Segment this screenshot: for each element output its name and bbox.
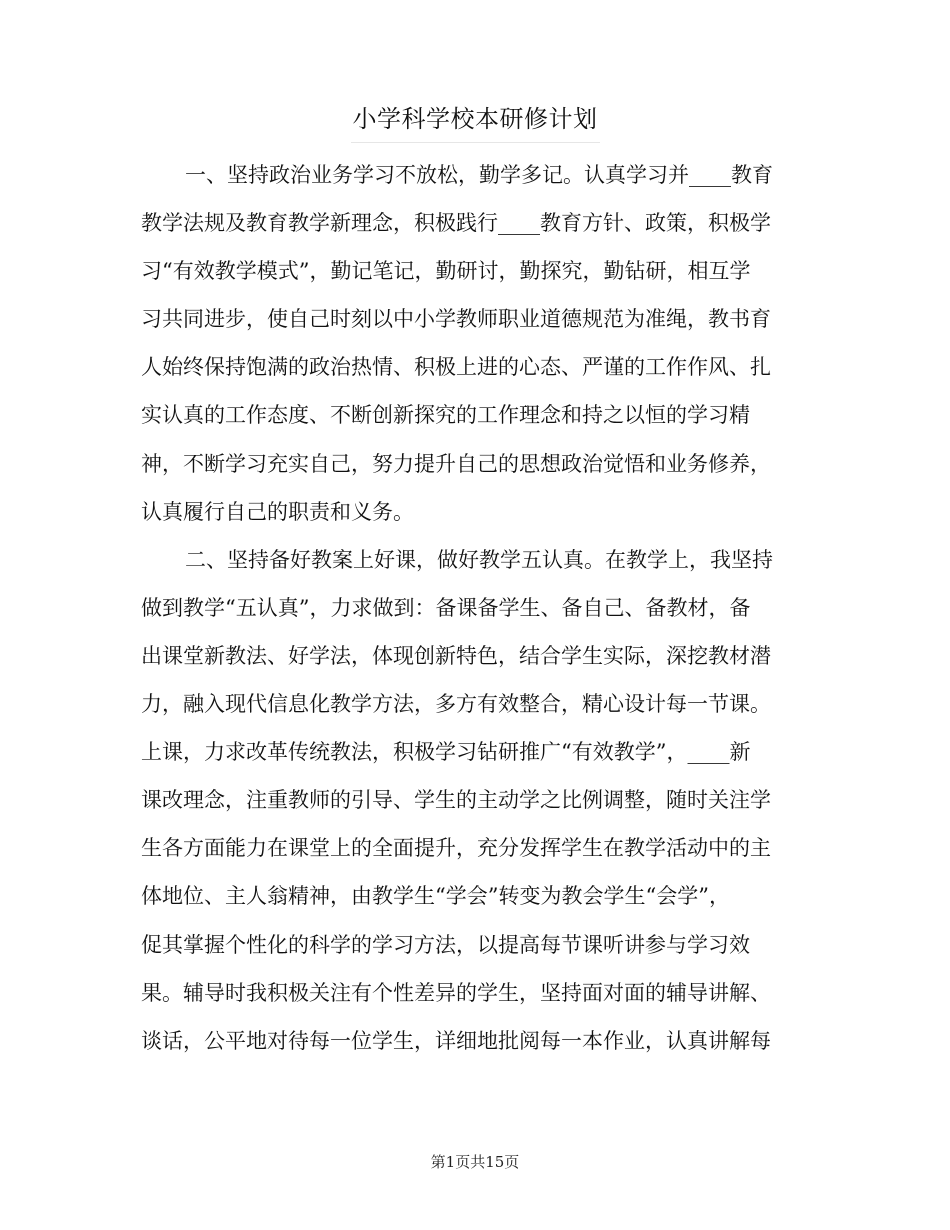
body-text: [141, 151, 807, 1065]
paragraph-2-line-8: 体地位、主人翁精神，由教学生“学会”转变为教会学生“会学”，: [141, 884, 730, 909]
page-footer: [0, 1150, 950, 1174]
paragraph-1-line-4: 习共同进步，使自己时刻以中小学教师职业道德规范为准绳，教书育: [141, 307, 771, 332]
paragraph-1-line-3: 习“有效教学模式”，勤记笔记，勤研讨，勤探究，勤钻研，相互学: [141, 259, 751, 284]
paragraph-2-line-9: 促其掌握个性化的科学的学习方法，以提高每节课听讲参与学习效: [141, 932, 750, 957]
paragraph-1-line-7: 神，不断学习充实自己，努力提升自己的思想政治觉悟和业务修养，: [141, 451, 771, 476]
paragraph-2-line-6: 课改理念，注重教师的引导、学生的主动学之比例调整，随时关注学: [141, 788, 771, 813]
page-title: 小学科学校本研修计划: [351, 96, 600, 143]
paragraph-2-line-4: 力，融入现代信息化教学方法，多方有效整合，精心设计每一节课。: [141, 692, 771, 717]
paragraph-1-line-8: 认真履行自己的职责和义务。: [141, 499, 414, 524]
paragraph-1-line-5: 人始终保持饱满的政治热情、积极上进的心态、严谨的工作作风、扎: [141, 355, 771, 380]
title-container: [0, 96, 950, 143]
paragraph-2-line-3: 出课堂新教法、好学法，体现创新特色，结合学生实际，深挖教材潜: [141, 643, 771, 668]
paragraph-2-line-2: 做到教学“五认真”，力求做到：备课备学生、备自己、备教材，备: [141, 595, 751, 620]
paragraph-2-line-5: 上课，力求改革传统教法，积极学习钻研推广“有效教学”，____新: [141, 740, 751, 765]
page-number-label: 第1页共15页: [430, 1153, 520, 1171]
paragraph-1-line-1: 一、坚持政治业务学习不放松，勤学多记。认真学习并____教育: [185, 163, 773, 187]
paragraph-2-line-11: 谈话，公平地对待每一位学生，详细地批阅每一本作业，认真讲解每: [141, 1028, 771, 1053]
paragraph-2-line-10: 果。辅导时我积极关注有个性差异的学生，坚持面对面的辅导讲解、: [141, 980, 771, 1005]
paragraph-1-line-6: 实认真的工作态度、不断创新探究的工作理念和持之以恒的学习精: [141, 403, 750, 428]
paragraph-2-line-7: 生各方面能力在课堂上的全面提升，充分发挥学生在教学活动中的主: [141, 836, 771, 861]
paragraph-1-line-2: 教学法规及教育教学新理念，积极践行____教育方针、政策，积极学: [141, 211, 771, 236]
paragraph-2-line-1: 二、坚持备好教案上好课，做好教学五认真。在教学上，我坚持: [185, 547, 773, 572]
